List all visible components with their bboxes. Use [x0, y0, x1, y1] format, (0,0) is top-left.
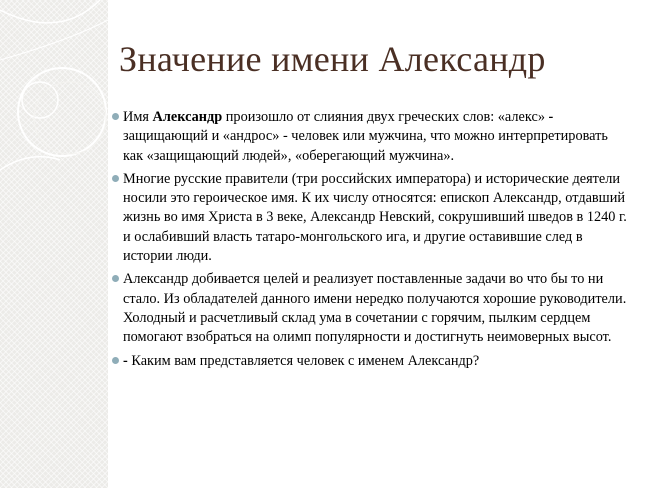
bold-dash: - — [123, 352, 132, 369]
bullet-icon — [112, 175, 119, 182]
bullet-item — [112, 270, 630, 347]
bold-dash: - — [548, 109, 554, 125]
bullet-text: Имя — [123, 109, 153, 125]
bullet-text: защищающий и «андрос» - человек или мужчина, что можно интерпретировать как «защищающий людей», «оберегающий мужчина». — [123, 128, 608, 164]
page-title: Значение имени Александр — [119, 39, 546, 79]
bullet-icon — [112, 357, 119, 364]
bullet-item — [112, 352, 630, 371]
bullet-list — [112, 108, 630, 375]
question-text: Каким вам представляется человек с именем Александр? — [131, 352, 480, 369]
bullet-text: произошло от слияния двух греческих слов: «алекс» — [222, 109, 549, 125]
bullet-icon — [112, 275, 119, 282]
bullet-item — [112, 170, 630, 266]
bullet-text: Многие русские правители (три российских императора) и исторические деятели носили это героическое имя. К их числу относятся: епископ Александр, отдавший жизнь во имя Христа в 3 веке, Александр Невский, сокрушивший шведов в 1240 г. и ослабивший власть татаро-монгольского ига, и другие оставившие след в истории люди. — [123, 170, 627, 265]
decorative-side-panel — [0, 0, 108, 488]
bullet-icon — [112, 113, 119, 120]
bold-name: Александр — [152, 109, 223, 125]
bullet-item — [112, 108, 630, 166]
decorative-arcs — [0, 0, 108, 488]
bullet-text: Александр добивается целей и реализует поставленные задачи во что бы то ни стало. Из обладателей данного имени нередко получаются хорошие руководители. Холодный и расчетливый склад ума в сочетании с горячим, пылким сердцем помогают взобраться на олимп популярности и достигнуть неимоверных высот. — [123, 271, 627, 346]
